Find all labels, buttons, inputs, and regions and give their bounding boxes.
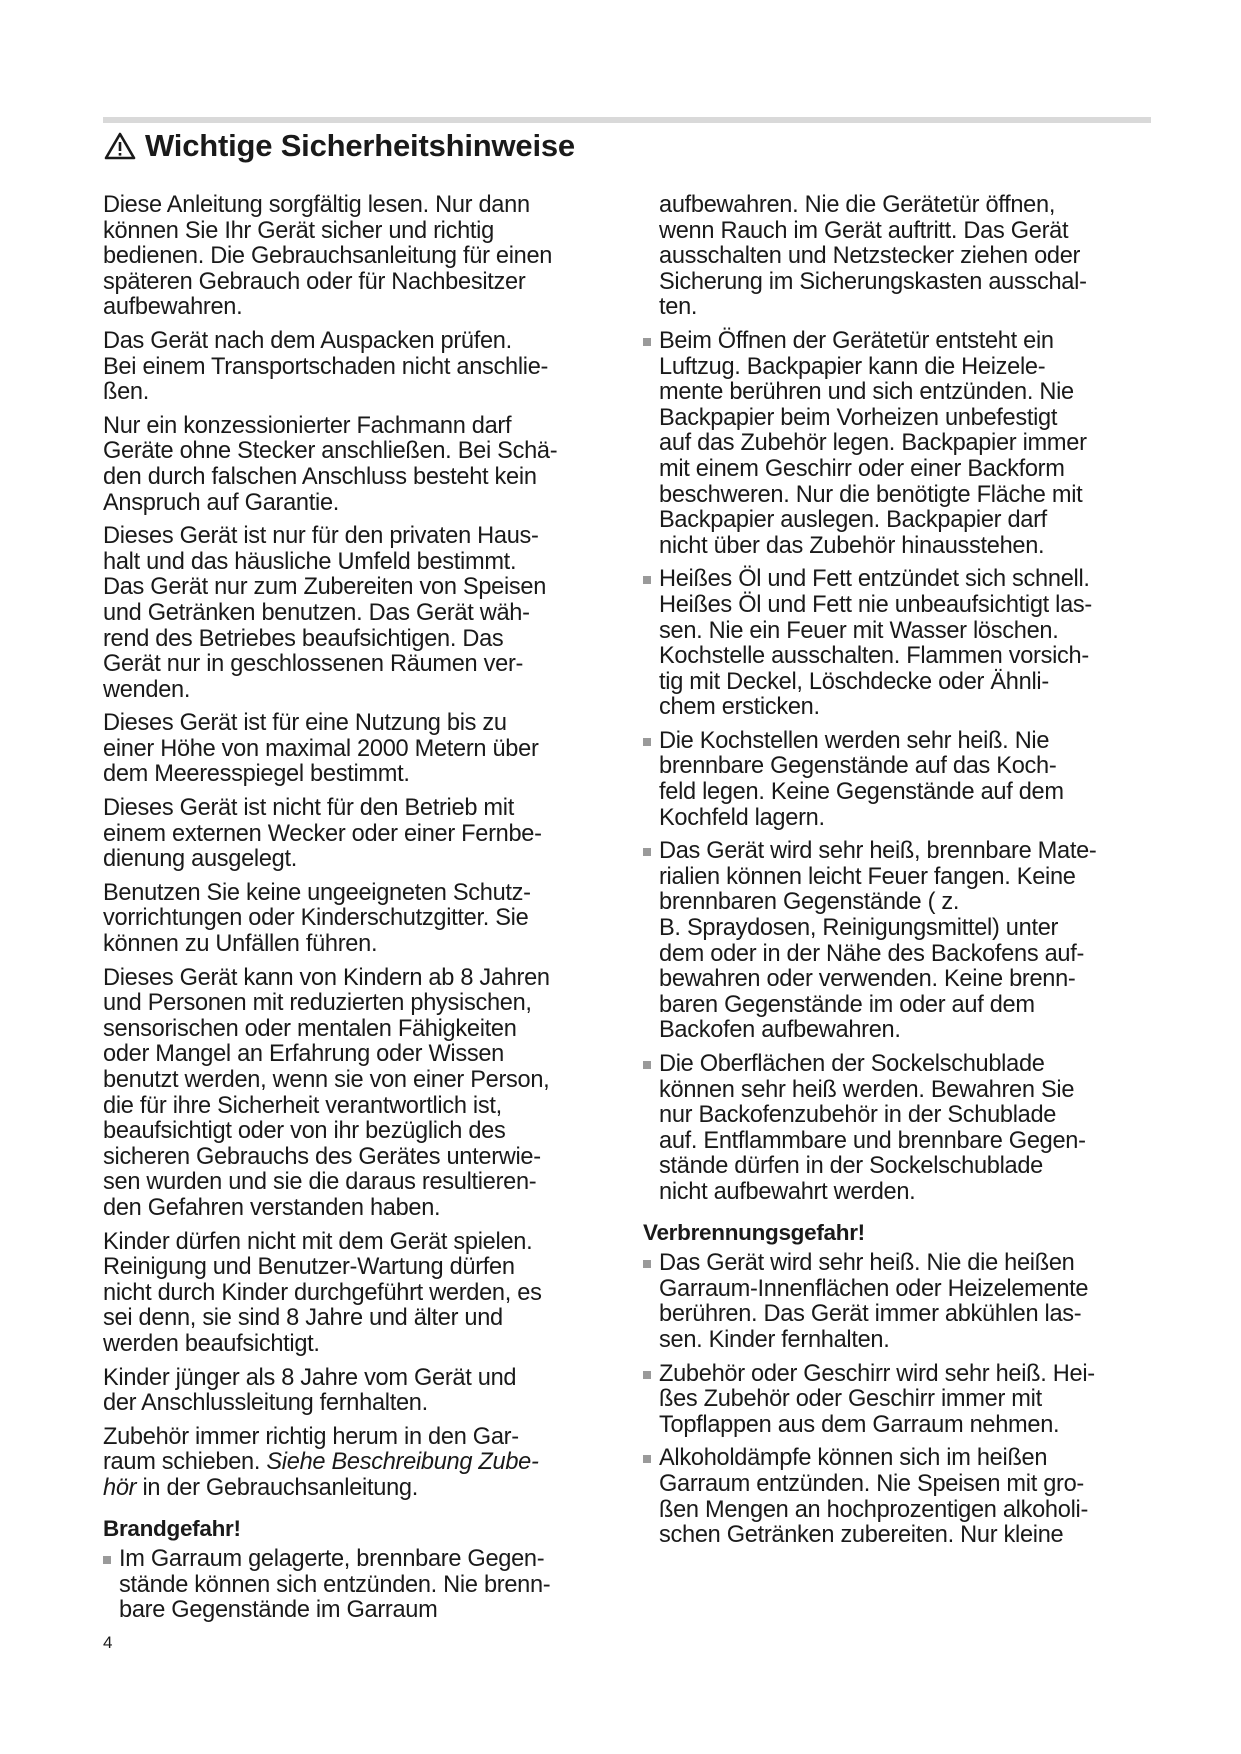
- paragraph: Dieses Gerät ist für eine Nutzung bis zu einer Höhe von maximal 2000 Metern über dem Meeresspiegel bestimmt.: [103, 710, 539, 788]
- list-item: [643, 1251, 1163, 1353]
- paragraph: Dieses Gerät ist nicht für den Betrieb mit einem externen Wecker oder einer Fernbe- dienung ausgelegt.: [103, 795, 542, 873]
- paragraph: Dieses Gerät kann von Kindern ab 8 Jahren und Personen mit reduzierten physischen, sensorischen oder mentalen Fähigkeiten oder Mangel an Erfahrung oder Wissen benutzt werden, wenn sie von einer Person, die für ihre Sicherheit verantwortlich ist, beaufsichtigt oder von ihr bezüglich des sicheren Gebrauchs des Gerätes unterwie- sen wurden und sie die daraus resultieren- den Gefahren verstanden haben.: [103, 964, 550, 1221]
- continuation-text: aufbewahren. Nie die Gerätetür öffnen, wenn Rauch im Gerät auftritt. Das Gerät ausschalten und Netzstecker ziehen oder Sicherung im Sicherungskasten ausschal- ten.: [659, 192, 1087, 321]
- accessory-text-after: in der Gebrauchsanleitung.: [136, 1474, 418, 1501]
- bullet-square-icon: [643, 848, 651, 856]
- bullet-square-icon: [643, 576, 651, 584]
- accessory-italic-ref: Siehe Beschreibung Zube- hör: [103, 1449, 539, 1501]
- list-item-text: Zubehör oder Geschirr wird sehr heiß. Hei- ßes Zubehör oder Geschirr immer mit Topflappen aus dem Garraum nehmen.: [659, 1360, 1095, 1438]
- page-number: 4: [103, 1633, 113, 1652]
- list-item-text: Heißes Öl und Fett entzündet sich schnell. Heißes Öl und Fett nie unbeaufsichtigt las- sen. Nie ein Feuer mit Wasser löschen. Kochstelle ausschalten. Flammen vorsich- tig mit Deckel, Löschdecke oder Ähnli- chem ersticken.: [659, 566, 1092, 721]
- list-item: [643, 567, 1163, 721]
- list-item-text: Die Oberflächen der Sockelschublade können sehr heiß werden. Bewahren Sie nur Backofenzubehör in der Schublade auf. Entflammbare und brennbare Gegen- stände dürfen in der Sockelschublade nicht aufbewahrt werden.: [659, 1051, 1086, 1205]
- bullet-square-icon: [643, 338, 651, 346]
- accessory-paragraph: [103, 1425, 623, 1502]
- paragraph: Benutzen Sie keine ungeeigneten Schutz- vorrichtungen oder Kinderschutzgitter. Sie können zu Unfällen führen.: [103, 879, 531, 958]
- paragraph: Kinder jünger als 8 Jahre vom Gerät und der Anschlussleitung fernhalten.: [103, 1364, 517, 1417]
- list-item: [643, 1362, 1163, 1439]
- paragraph: Kinder dürfen nicht mit dem Gerät spielen. Reinigung und Benutzer-Wartung dürfen nicht durch Kinder durchgeführt werden, es sei denn, sie sind 8 Jahre und älter und werden beaufsichtigt.: [103, 1228, 542, 1357]
- list-item: [643, 839, 1163, 1044]
- list-item: [643, 1446, 1163, 1548]
- burn-hazard-heading: Verbrennungsgefahr!: [643, 1219, 865, 1245]
- right-column: [643, 193, 1163, 1557]
- bullet-square-icon: [103, 1556, 111, 1564]
- list-item: [643, 1052, 1163, 1206]
- fire-hazard-heading: Brandgefahr!: [103, 1515, 241, 1541]
- page-title: [103, 128, 575, 164]
- bullet-square-icon: [643, 1455, 651, 1463]
- bullet-square-icon: [643, 1061, 651, 1069]
- list-item: [103, 1547, 623, 1624]
- warning-triangle-icon: [103, 131, 137, 161]
- paragraph: Diese Anleitung sorgfältig lesen. Nur dann können Sie Ihr Gerät sicher und richtig bedienen. Die Gebrauchsanleitung für einen späteren Gebrauch oder für Nachbesitzer aufbewahren.: [103, 192, 553, 321]
- page-title-text: Wichtige Sicherheitshinweise: [145, 128, 575, 163]
- bullet-square-icon: [643, 1371, 651, 1379]
- list-item-continuation: [643, 193, 1163, 321]
- bullet-square-icon: [643, 1260, 651, 1268]
- paragraph: Dieses Gerät ist nur für den privaten Haus- halt und das häusliche Umfeld bestimmt. Das Gerät nur zum Zubereiten von Speisen und Getränken benutzen. Das Gerät wäh- rend des Betriebes beaufsichtigen. Das Gerät nur in geschlossenen Räumen ver- wenden.: [103, 523, 547, 703]
- list-item-text: Die Kochstellen werden sehr heiß. Nie brennbare Gegenstände auf das Koch- feld legen. Keine Gegenstände auf dem Kochfeld lagern.: [659, 727, 1064, 831]
- list-item: [643, 729, 1163, 831]
- left-column: [103, 193, 623, 1632]
- list-item-text: Im Garraum gelagerte, brennbare Gegen- stände können sich entzünden. Nie brenn- bare Gegenstände im Garraum: [119, 1546, 551, 1624]
- list-item-text: Das Gerät wird sehr heiß, brennbare Mate- rialien können leicht Feuer fangen. Keine brennbaren Gegenstände ( z. B. Spraydosen, Reinigungsmittel) unter dem oder in der Nähe des Backofens auf- bewahren oder verwenden. Keine brenn- baren Gegenstände im oder auf dem Backofen aufbewahren.: [659, 838, 1097, 1044]
- paragraph: Das Gerät nach dem Auspacken prüfen. Bei einem Transportschaden nicht anschlie- ßen.: [103, 327, 549, 406]
- header-rule: [103, 117, 1151, 123]
- bullet-square-icon: [643, 738, 651, 746]
- paragraph: Nur ein konzessionierter Fachmann darf Geräte ohne Stecker anschließen. Bei Schä- den durch falschen Anschluss besteht kein Anspruch auf Garantie.: [103, 412, 558, 516]
- list-item-text: Das Gerät wird sehr heiß. Nie die heißen Garraum-Innenflächen oder Heizelemente berühren. Das Gerät immer abkühlen las- sen. Kinder fernhalten.: [659, 1250, 1089, 1353]
- accessory-text-before: Zubehör immer richtig herum in den Gar- raum schieben.: [103, 1423, 519, 1476]
- list-item-text: Alkoholdämpfe können sich im heißen Garraum entzünden. Nie Speisen mit gro- ßen Mengen an hochprozentigen alkoholi- schen Getränken zubereiten. Nur kleine: [659, 1445, 1089, 1549]
- list-item-text: Beim Öffnen der Gerätetür entsteht ein Luftzug. Backpapier kann die Heizele- mente berühren und sich entzünden. Nie Backpapier beim Vorheizen unbefestigt auf das Zubehör legen. Backpapier immer mit einem Geschirr oder einer Backform beschweren. Nur die benötigte Fläche mit Backpapier auslegen. Backpapier darf nicht über das Zubehör hinausstehen.: [659, 327, 1087, 559]
- list-item: [643, 329, 1163, 559]
